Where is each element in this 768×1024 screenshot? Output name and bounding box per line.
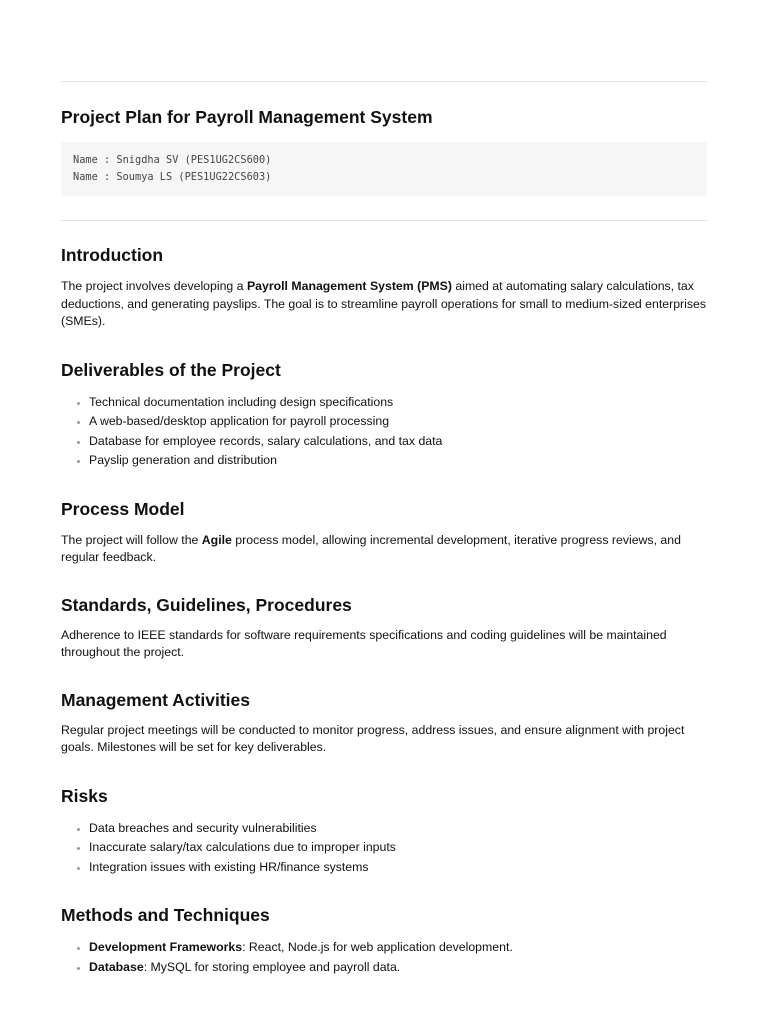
name-line-1: Name : Snigdha SV (PES1UG2CS600)	[73, 154, 272, 166]
standards-heading: Standards, Guidelines, Procedures	[61, 594, 352, 615]
list-item	[89, 938, 707, 958]
names-code-block	[61, 142, 707, 196]
deliverables-list	[61, 393, 707, 471]
risks-heading: Risks	[61, 785, 108, 806]
method-text: : React, Node.js for web application development.	[242, 940, 513, 954]
method-label: Development Frameworks	[89, 940, 243, 954]
list-item: • Data breaches and security vulnerabilities	[89, 819, 707, 839]
page-title: Project Plan for Payroll Management System	[61, 107, 433, 127]
process-model-paragraph	[61, 532, 707, 567]
method-text: : MySQL for storing employee and payroll data.	[143, 959, 401, 974]
introduction-text-before: The project involves developing a	[61, 279, 247, 293]
standards-paragraph: Adherence to IEEE standards for software requirements specifications and coding guidelines will be maintained throughout the project.	[61, 627, 667, 659]
management-paragraph: Regular project meetings will be conducted to monitor progress, address issues, and ensure alignment with project goals. Milestones will be set for key deliverables.	[61, 722, 685, 754]
list-item: • Database for employee records, salary calculations, and tax data	[89, 432, 707, 452]
methods-heading: Methods and Techniques	[61, 905, 270, 925]
list-item: • Inaccurate salary/tax calculations due to improper inputs	[89, 838, 707, 858]
list-item: • Payslip generation and distribution	[89, 451, 707, 471]
list-item: • Technical documentation including design specifications	[89, 393, 707, 413]
deliverables-heading: Deliverables of the Project	[61, 359, 281, 380]
list-item	[89, 958, 707, 978]
process-model-text-after: process model, allowing incremental development, iterative progress reviews, and regular feedback.	[61, 532, 681, 564]
introduction-bold-term: Payroll Management System (PMS)	[246, 279, 452, 293]
management-heading: Management Activities	[61, 689, 250, 710]
process-model-bold-term: Agile	[201, 532, 232, 547]
introduction-paragraph	[61, 278, 707, 331]
method-label: Database	[89, 959, 144, 974]
list-item: • A web-based/desktop application for payroll processing	[89, 412, 707, 432]
process-model-text-before: The project will follow the	[61, 532, 202, 547]
document-content	[61, 0, 707, 977]
process-model-heading: Process Model	[61, 498, 185, 519]
risks-list	[61, 819, 707, 878]
name-line-2: Name : Soumya LS (PES1UG22CS603)	[73, 171, 272, 183]
list-item: • Integration issues with existing HR/finance systems	[89, 858, 707, 878]
introduction-heading: Introduction	[61, 245, 164, 265]
methods-list	[61, 938, 707, 977]
introduction-text-after: aimed at automating salary calculations, tax deductions, and generating payslips. The goal is to streamline payroll operations for small to medium-sized enterprises (SMEs).	[61, 279, 707, 328]
